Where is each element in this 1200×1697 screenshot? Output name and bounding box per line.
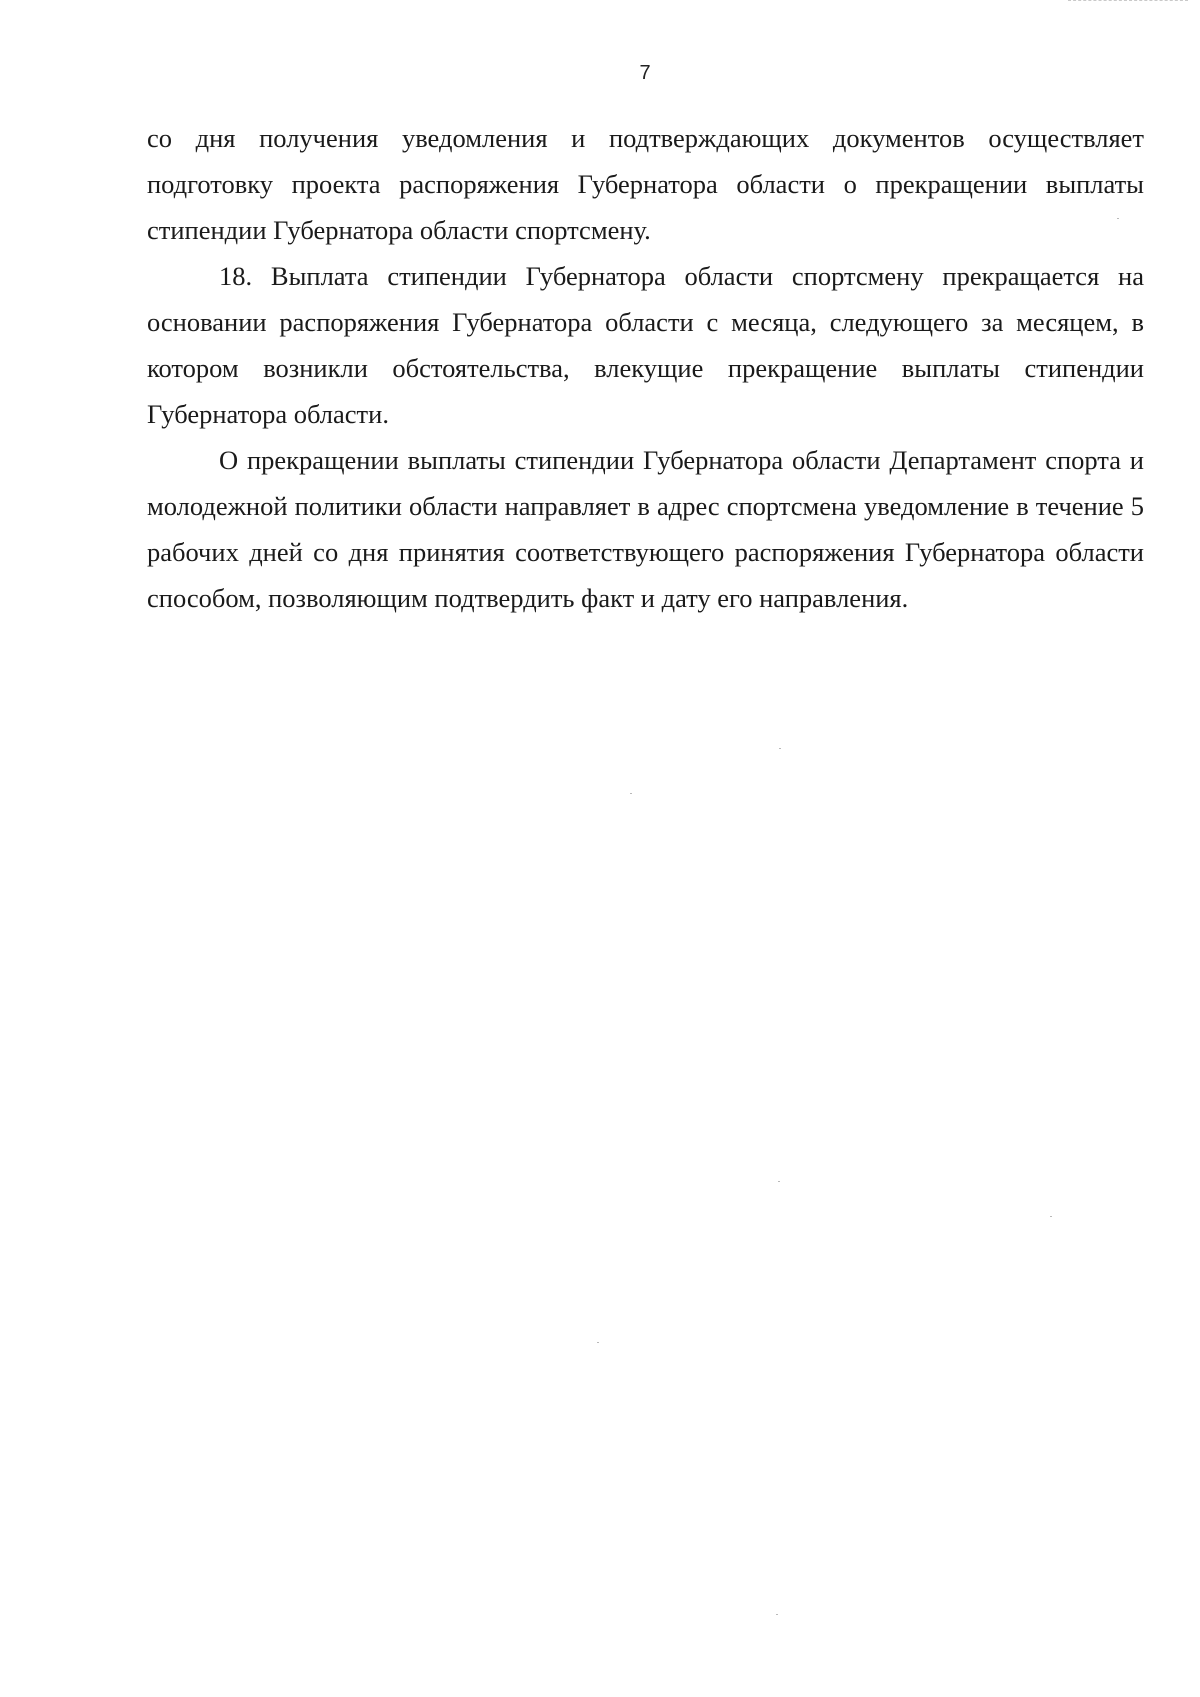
scan-speck [778, 1181, 780, 1182]
scan-speck [779, 748, 781, 749]
scan-speck [776, 1614, 778, 1615]
document-body [147, 115, 1144, 621]
scan-speck [1117, 218, 1119, 219]
scan-speck [630, 793, 632, 794]
paragraph-item-18: 18. Выплата стипендии Губернатора области спортсмену прекращается на основании распоряжения Губернатора области с месяца, следующего за месяцем, в котором возникли обстоятельства, влекущие прекращение выплаты стипендии Губернатора области. [147, 261, 1144, 429]
scan-speck [597, 1342, 599, 1343]
scan-edge-mark [1068, 0, 1188, 5]
page-number: 7 [639, 62, 651, 84]
scan-speck [1050, 1216, 1052, 1217]
paragraph-continuation: со дня получения уведомления и подтверждающих документов осуществляет подготовку проекта распоряжения Губернатора области о прекращении выплаты стипендии Губернатора области спортсмену. [147, 123, 1144, 245]
paragraph-notification: О прекращении выплаты стипендии Губернатора области Департамент спорта и молодежной политики области направляет в адрес спортсмена уведомление в течение 5 рабочих дней со дня принятия соответствующего распоряжения Губернатора области способом, позволяющим подтвердить факт и дату его направления. [147, 445, 1144, 613]
